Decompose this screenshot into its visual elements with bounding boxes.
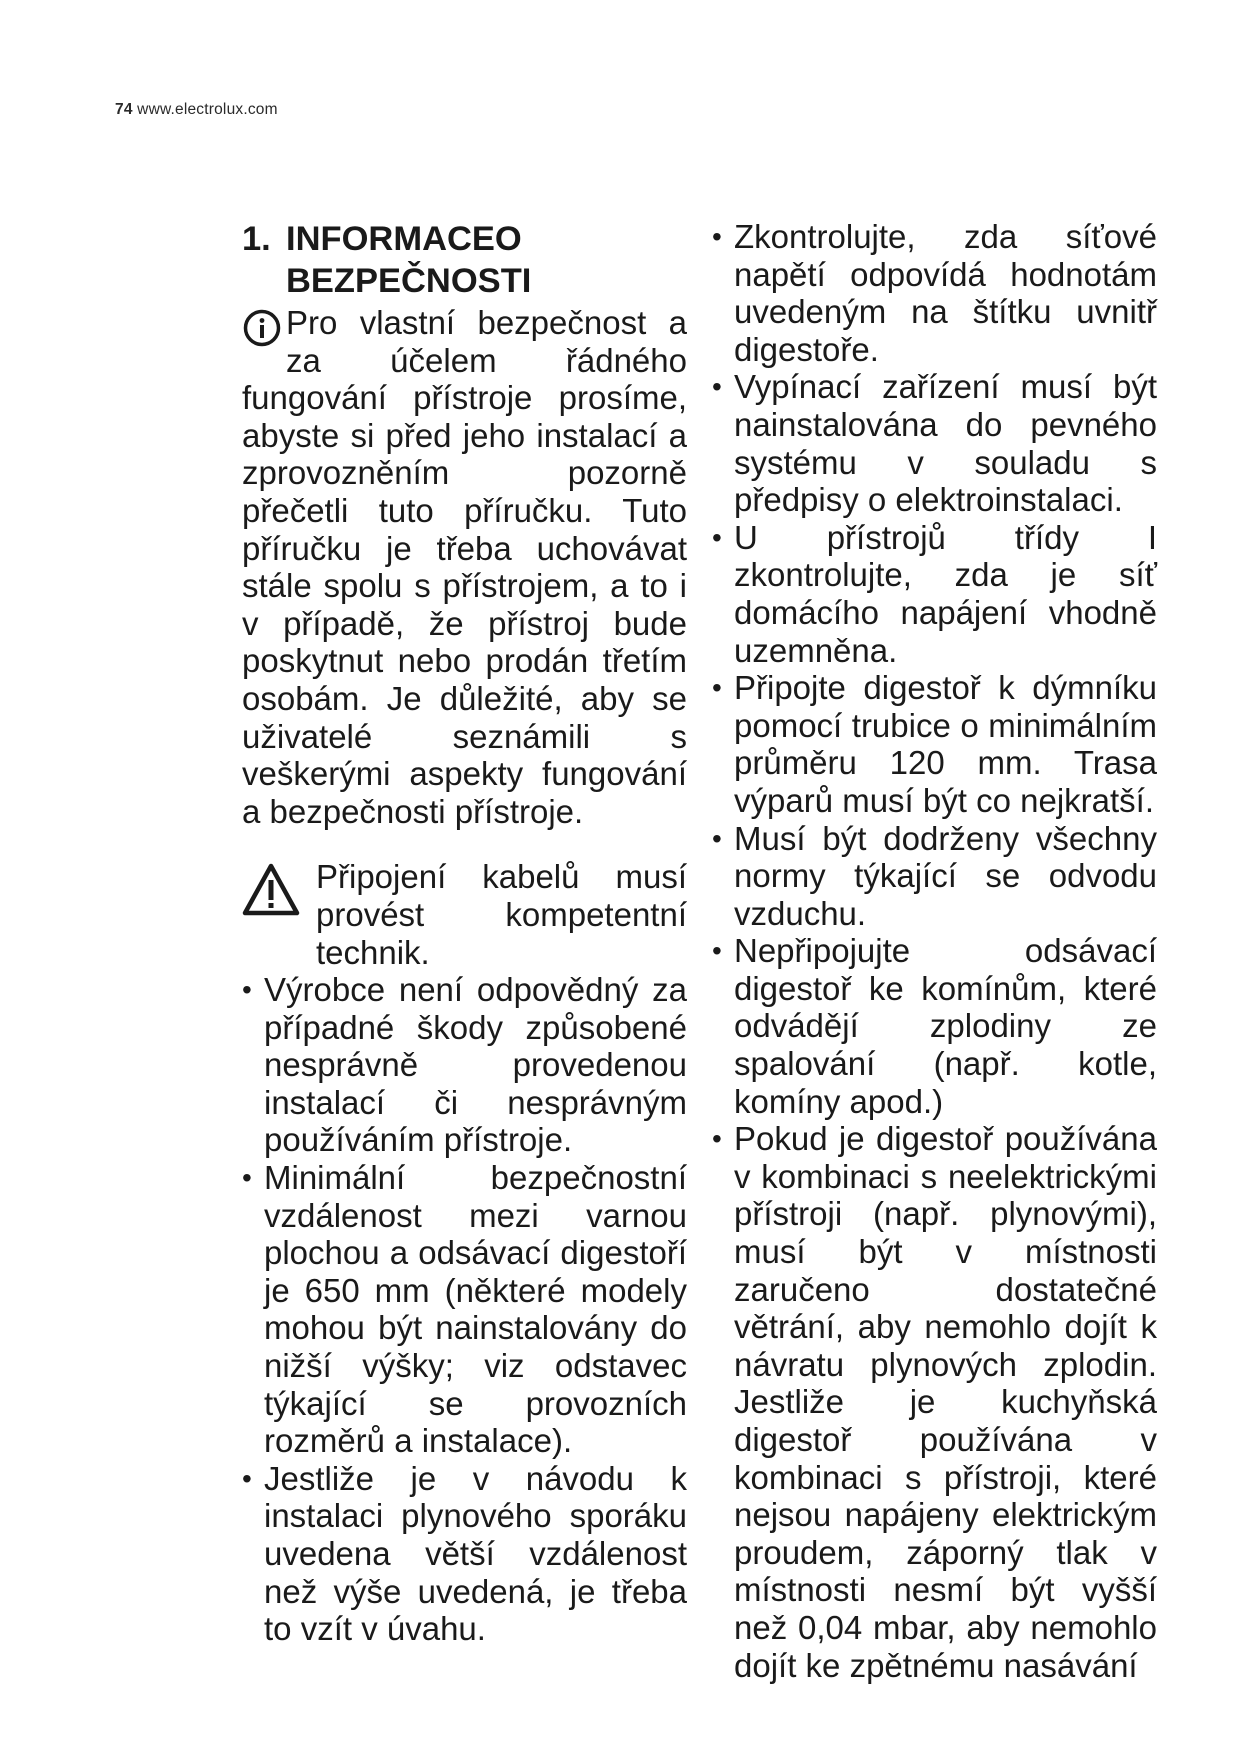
- page-header: [115, 101, 278, 119]
- list-item: • Musí být dodrženy všechny normy týkající se odvodu vzduchu.: [712, 820, 1157, 933]
- list-item: • Nepřipojujte odsávací digestoř ke komínům, které odvádějí zplodiny ze spalování (např. kotle, komíny apod.): [712, 932, 1157, 1120]
- left-column: [242, 218, 687, 1648]
- section-title: [242, 218, 687, 302]
- warning-icon: [242, 862, 300, 918]
- info-icon: [242, 308, 282, 348]
- warning-text: Připojení kabelů musí provést kompetentní technik.: [316, 858, 687, 971]
- right-bullet-list: [712, 218, 1157, 1684]
- page-number: 74: [115, 101, 133, 118]
- warning-notice: [242, 858, 687, 971]
- intro-text: Pro vlastní bezpečnost a za účelem řádného fungování přístroje prosíme, abyste si před jeho instalací a zprovozněním pozorně přečetli tuto příručku. Tuto příručku je třeba uchovávat stále spolu s přístrojem, a to i v případě, že přístroj bude poskytnut nebo prodán třetím osobám. Je důležité, aby se uživatelé seznámili s veškerými aspekty fungování a bezpečnosti přístroje.: [242, 304, 687, 830]
- list-item: • Zkontrolujte, zda síťové napětí odpovídá hodnotám uvedeným na štítku uvnitř digestoře.: [712, 218, 1157, 368]
- list-item: • Vypínací zařízení musí být nainstalována do pevného systému v souladu s předpisy o elektroinstalaci.: [712, 368, 1157, 518]
- list-item: • Jestliže je v návodu k instalaci plynového sporáku uvedena větší vzdálenost než výše uvedená, je třeba to vzít v úvahu.: [242, 1460, 687, 1648]
- section-title-text: INFORMACEO BEZPEČNOSTI: [286, 220, 532, 300]
- list-item: • U přístrojů třídy I zkontrolujte, zda je síť domácího napájení vhodně uzemněna.: [712, 519, 1157, 669]
- site-url: www.electrolux.com: [137, 101, 278, 118]
- list-item: • Výrobce není odpovědný za případné škody způsobené nesprávně provedenou instalací či nesprávným používáním přístroje.: [242, 971, 687, 1159]
- left-bullet-list: [242, 971, 687, 1648]
- list-item: • Pokud je digestoř používána v kombinaci s neelektrickými přístroji (např. plynovými), musí být v místnosti zaručeno dostatečné větrání, aby nemohlo dojít k návratu plynových zplodin. Jestliže je kuchyňská digestoř používána v kombinaci s přístroji, které nejsou napájeny elektrickým proudem, záporný tlak v místnosti nesmí být vyšší než 0,04 mbar, aby nemohlo dojít ke zpětnému nasávání: [712, 1120, 1157, 1684]
- list-item: • Připojte digestoř k dýmníku pomocí trubice o minimálním průměru 120 mm. Trasa výparů musí být co nejkratší.: [712, 669, 1157, 819]
- section-number: 1.: [242, 220, 271, 258]
- intro-paragraph: [242, 304, 687, 830]
- list-item: • Minimální bezpečnostní vzdálenost mezi varnou plochou a odsávací digestoří je 650 mm (některé modely mohou být nainstalovány do nižší výšky; viz odstavec týkající se provozních rozměrů a instalace).: [242, 1159, 687, 1460]
- right-column: [712, 218, 1157, 1684]
